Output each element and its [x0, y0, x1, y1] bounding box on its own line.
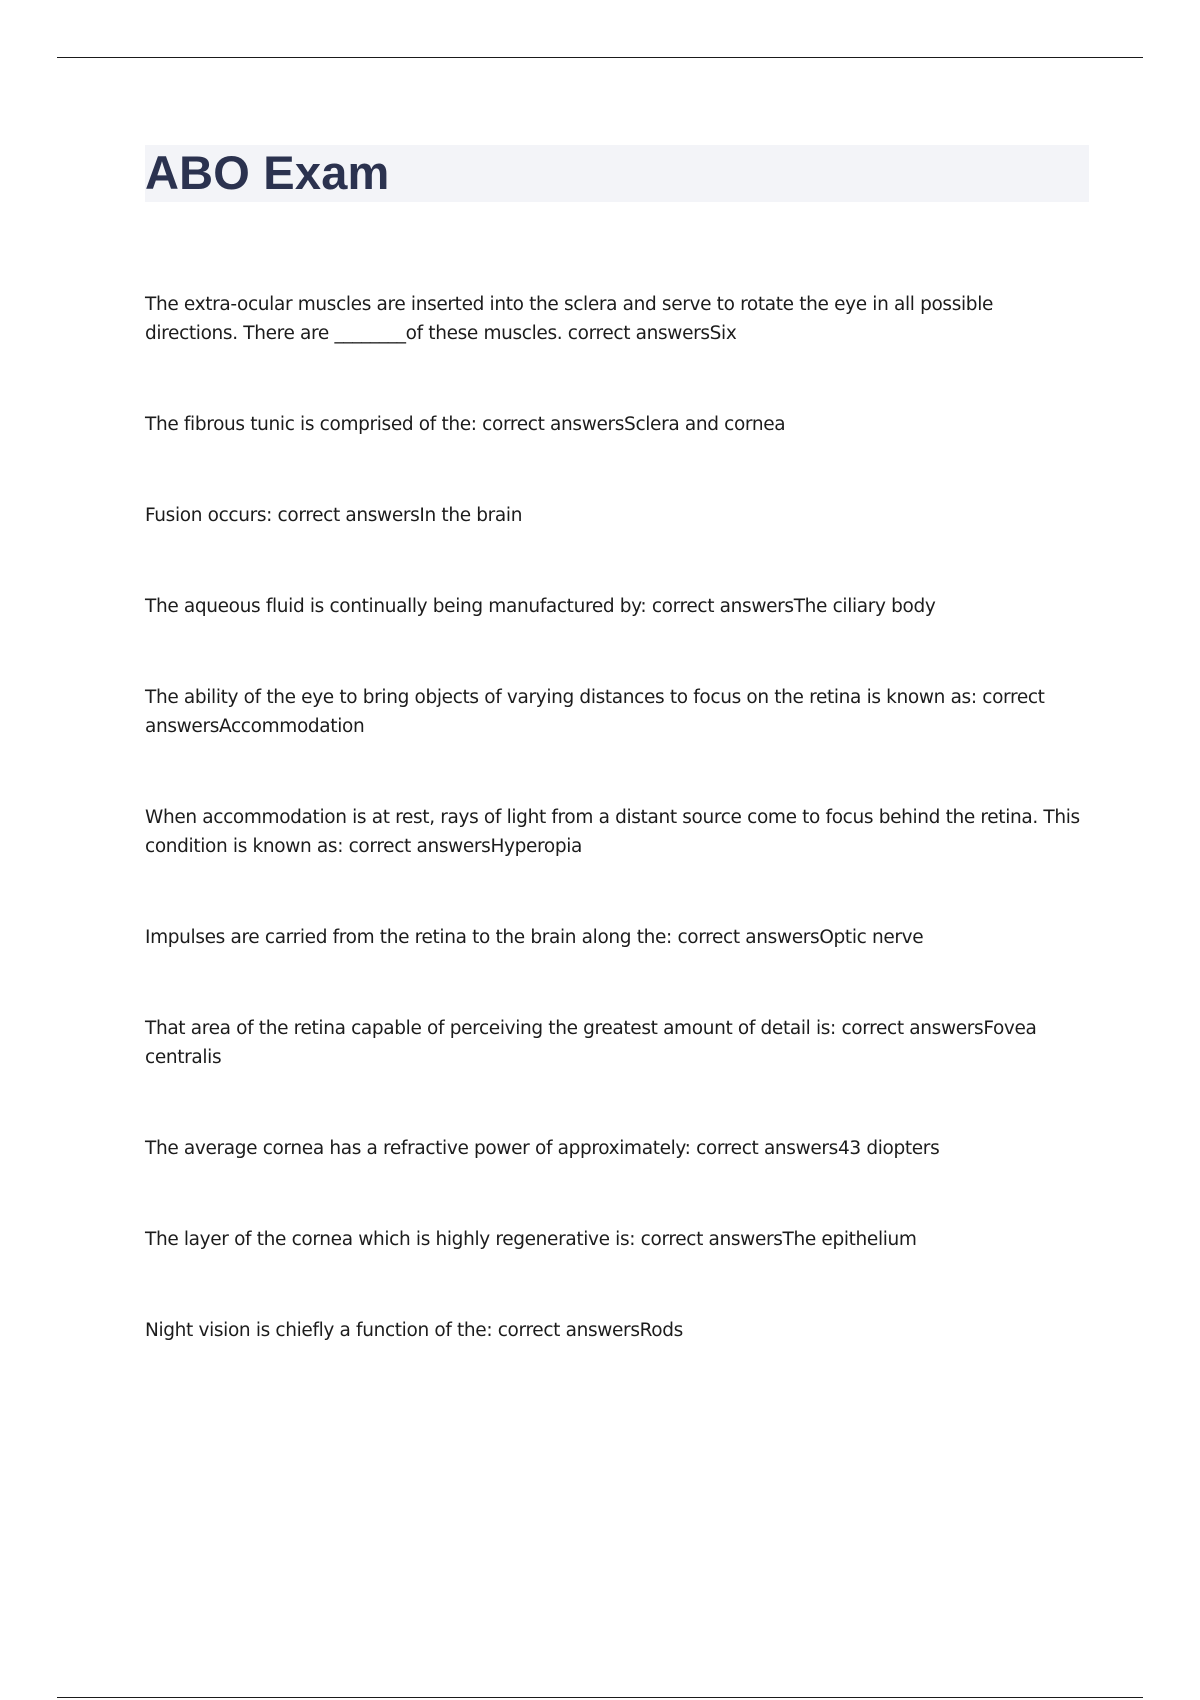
- header-rule: [57, 57, 1143, 58]
- question-item: The ability of the eye to bring objects of varying distances to focus on the retina is known as: correct answersAccommodation: [145, 687, 1045, 737]
- question-item: The layer of the cornea which is highly regenerative is: correct answersThe epithelium: [145, 1229, 917, 1250]
- question-item: The extra-ocular muscles are inserted into the sclera and serve to rotate the eye in all possible directions. There are ________of these muscles. correct answersSix: [145, 294, 994, 344]
- question-list: [145, 290, 1089, 1407]
- question-item: Impulses are carried from the retina to the brain along the: correct answersOptic nerve: [145, 927, 924, 948]
- question-item: The fibrous tunic is comprised of the: correct answersSclera and cornea: [145, 414, 786, 435]
- question-item: Fusion occurs: correct answersIn the brain: [145, 505, 523, 526]
- question-item: The average cornea has a refractive power of approximately: correct answers43 diopters: [145, 1138, 940, 1159]
- page-title: ABO Exam: [145, 146, 390, 199]
- footer-rule: [57, 1697, 1143, 1698]
- question-item: Night vision is chiefly a function of the: correct answersRods: [145, 1320, 683, 1341]
- question-item: The aqueous fluid is continually being manufactured by: correct answersThe ciliary body: [145, 596, 936, 617]
- question-item: That area of the retina capable of perceiving the greatest amount of detail is: correct answersFovea centralis: [145, 1018, 1037, 1068]
- question-item: When accommodation is at rest, rays of light from a distant source come to focus behind the retina. This condition is known as: correct answersHyperopia: [145, 807, 1080, 857]
